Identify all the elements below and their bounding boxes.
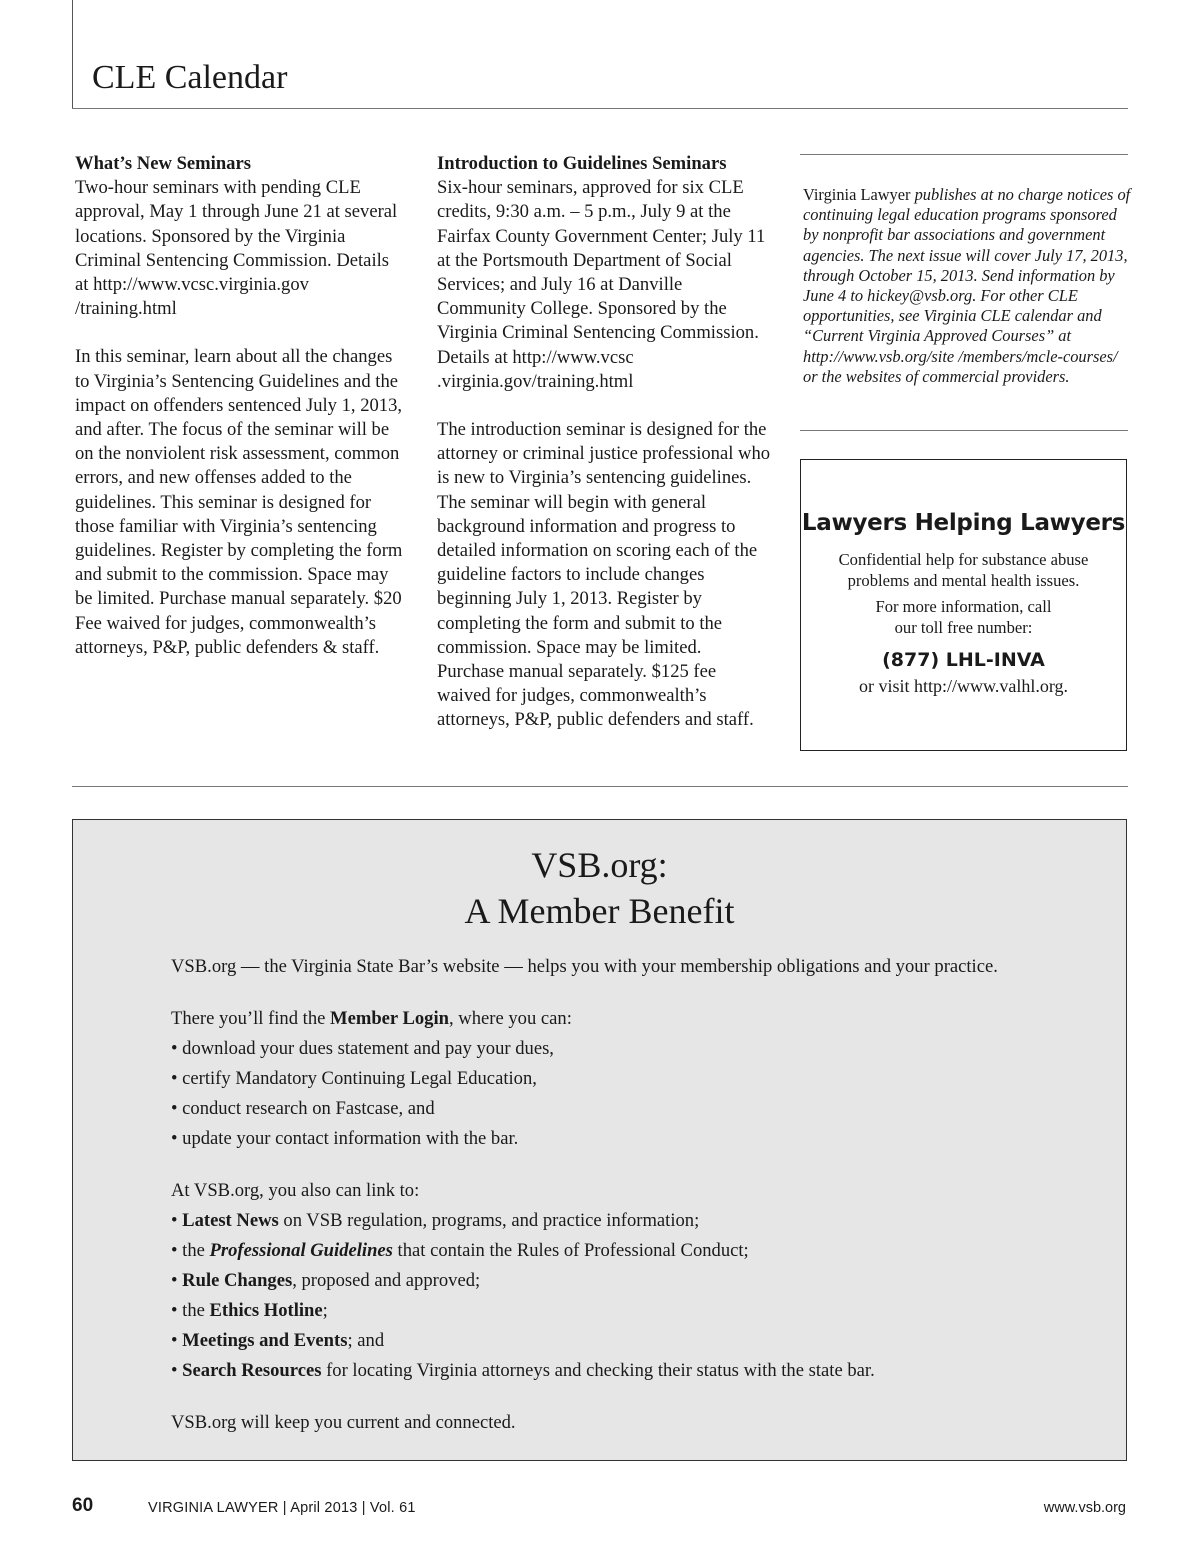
notice-text <box>803 185 1133 387</box>
footer-website: www.vsb.org <box>1043 1500 1126 1516</box>
lhl-info-text: For more information, call our toll free number: <box>875 597 1052 637</box>
notice-body: publishes at no charge notices of continuing legal education programs sponsored by nonprofit bar associations and government agencies. The next issue will cover July 17, 2013, through October 15, 2013. Send information by June 4 to hickey@vsb.org. For other CLE opportunities, see Virginia CLE calendar and “Current Virginia Approved Courses” at http://www.vsb.org/site /members/mcle-courses/ or the websites of commercial providers. <box>803 185 1131 386</box>
lhl-website[interactable]: or visit http://www.valhl.org. <box>859 676 1068 696</box>
vsb-intro: VSB.org — the Virginia State Bar’s website — helps you with your membership obligations and your practice. <box>171 956 998 977</box>
vsb-title <box>73 842 1126 934</box>
vsb-member-benefit-box <box>72 819 1127 1461</box>
vsb-title-line2: A Member Benefit <box>464 891 735 931</box>
vsb-closing: VSB.org will keep you current and connected. <box>171 1412 516 1433</box>
link-item-ethics-hotline: • the Ethics Hotline; <box>171 1300 328 1321</box>
list-item: • conduct research on Fastcase, and <box>171 1098 435 1119</box>
whats-new-heading: What’s New Seminars <box>75 153 251 174</box>
lawyers-helping-lawyers-box <box>800 459 1127 751</box>
link-item-search-resources: • Search Resources for locating Virginia attorneys and checking their status with the state bar. <box>171 1360 875 1381</box>
header-vertical-rule <box>72 0 73 108</box>
whats-new-description: In this seminar, learn about all the changes to Virginia’s Sentencing Guidelines and the impact on offenders sentenced July 1, 2013, and after. The focus of the seminar will be on the nonviolent risk assessment, common errors, and new offenses added to the guidelines. This seminar is designed for those familiar with Virginia’s sentencing guidelines. Register by completing the form and submit to the commission. Space may be limited. Purchase manual separately. $20 Fee waived for judges, commonwealth’s attorneys, P&P, public defenders & staff. <box>75 346 403 658</box>
publication-info: VIRGINIA LAWYER | April 2013 | Vol. 61 <box>148 1500 416 1516</box>
link-item-professional-guidelines: • the Professional Guidelines that contain the Rules of Professional Conduct; <box>171 1240 749 1261</box>
header-rule <box>72 108 1128 109</box>
vsb-login-intro: There you’ll find the Member Login, where you can: <box>171 1008 572 1029</box>
notice-pub-name: Virginia Lawyer <box>803 185 911 204</box>
whats-new-section <box>75 152 405 660</box>
list-item: • update your contact information with the bar. <box>171 1128 519 1149</box>
link-item-meetings-events: • Meetings and Events; and <box>171 1330 385 1351</box>
lhl-help-text: Confidential help for substance abuse problems and mental health issues. <box>838 550 1089 590</box>
intro-heading: Introduction to Guidelines Seminars <box>437 153 727 174</box>
lhl-phone: (877) LHL-INVA <box>882 649 1045 671</box>
link-item-rule-changes: • Rule Changes, proposed and approved; <box>171 1270 481 1291</box>
section-separator <box>72 786 1128 787</box>
notice-rule-bottom <box>800 430 1128 431</box>
whats-new-details: Two-hour seminars with pending CLE approval, May 1 through June 21 at several locations. Sponsored by the Virginia Criminal Sentencing Commission. Details at http://www.vcsc.virginia.gov /training.html <box>75 177 398 320</box>
vsb-title-line1: VSB.org: <box>531 845 668 885</box>
lhl-title: Lawyers Helping Lawyers <box>801 510 1126 536</box>
page-title: CLE Calendar <box>92 59 288 96</box>
intro-section <box>437 152 772 733</box>
list-item: • certify Mandatory Continuing Legal Education, <box>171 1068 537 1089</box>
intro-description: The introduction seminar is designed for the attorney or criminal justice professional who is new to Virginia’s sentencing guidelines. The seminar will begin with general background information and progress to detailed information on scoring each of the guideline factors to include changes beginning July 1, 2013. Register by completing the form and submit to the commission. Space may be limited. Purchase manual separately. $125 fee waived for judges, commonwealth’s attorneys, P&P, public defenders and staff. <box>437 419 771 731</box>
page-number: 60 <box>72 1495 94 1516</box>
vsb-body <box>171 952 1071 1438</box>
intro-details: Six-hour seminars, approved for six CLE credits, 9:30 a.m. – 5 p.m., July 9 at the Fairfax County Government Center; July 11 at the Portsmouth Department of Social Services; and July 16 at Danville Community College. Sponsored by the Virginia Criminal Sentencing Commission. Details at http://www.vcsc .virginia.gov/training.html <box>437 177 766 392</box>
member-login-label: Member Login <box>330 1008 449 1029</box>
notice-rule-top <box>800 154 1128 155</box>
link-item-latest-news: • Latest News on VSB regulation, programs, and practice information; <box>171 1210 700 1231</box>
vsb-link-intro: At VSB.org, you also can link to: <box>171 1180 420 1201</box>
list-item: • download your dues statement and pay your dues, <box>171 1038 554 1059</box>
